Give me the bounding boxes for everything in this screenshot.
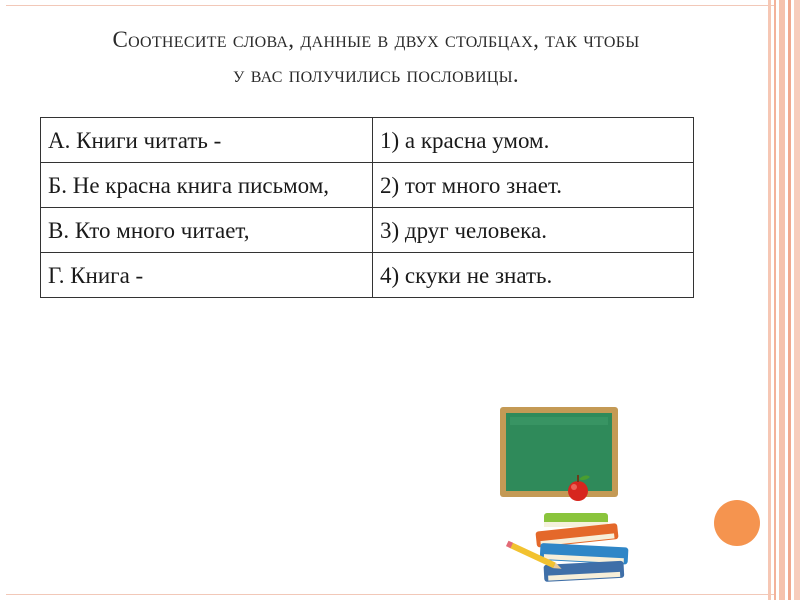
table-cell-left: А. Книги читать -	[41, 118, 373, 163]
table-row	[41, 253, 694, 298]
table-cell-left: Г. Книга -	[41, 253, 373, 298]
decorative-side-stripes	[768, 0, 800, 600]
top-frame-line	[6, 5, 776, 6]
table-cell-left: В. Кто много читает,	[41, 208, 373, 253]
table-cell-right: 3) друг человека.	[373, 208, 694, 253]
proverbs-table	[40, 117, 694, 298]
table-row	[41, 118, 694, 163]
title-line-2: у вас получились пословицы.	[233, 62, 519, 87]
table-cell-right: 1) а красна умом.	[373, 118, 694, 163]
chalkboard-books-apple-icon	[500, 395, 730, 595]
slide-title	[40, 22, 712, 92]
table-cell-left: Б. Не красна книга письмом,	[41, 163, 373, 208]
table-cell-right: 4) скуки не знать.	[373, 253, 694, 298]
table-row	[41, 163, 694, 208]
title-line-1: Соотнесите слова, данные в двух столбцах, так чтобы	[112, 27, 640, 52]
orange-circle-decoration	[714, 500, 760, 546]
table-cell-right: 2) тот много знает.	[373, 163, 694, 208]
table-row	[41, 208, 694, 253]
